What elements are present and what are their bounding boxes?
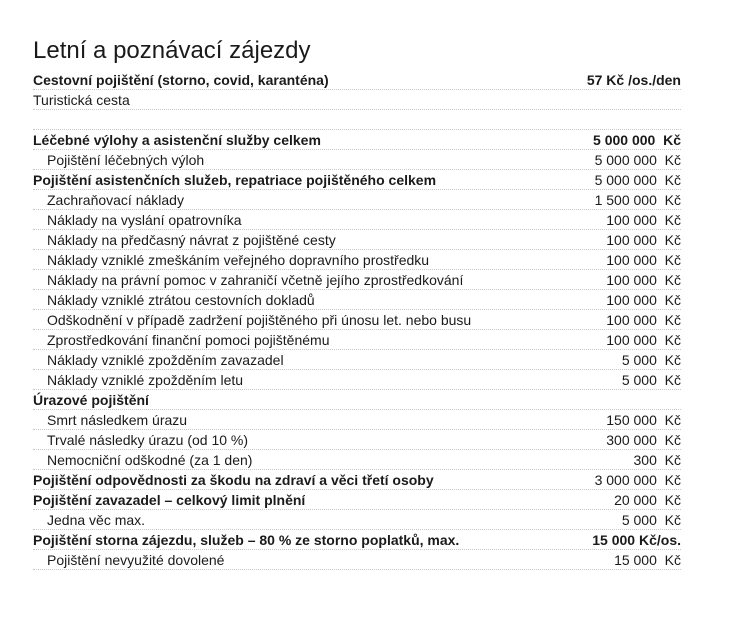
row-label: Úrazové pojištění: [33, 391, 149, 408]
table-row: [33, 410, 681, 430]
row-value: 5 000 000 Kč: [594, 151, 681, 168]
row-value: 300 000 Kč: [606, 431, 681, 448]
coverage-list: [33, 130, 681, 570]
table-row: [33, 270, 681, 290]
table-row: [33, 190, 681, 210]
table-row: [33, 390, 681, 410]
row-label: Náklady na právní pomoc v zahraničí včetně jejího zprostředkování: [47, 271, 464, 288]
subtitle: Turistická cesta: [33, 91, 130, 108]
row-label: Zachraňovací náklady: [47, 191, 184, 208]
row-label: Náklady vzniklé zpožděním letu: [47, 371, 244, 388]
spacer-row: [33, 110, 681, 130]
row-value: 15 000 Kč/os.: [592, 531, 681, 548]
row-value: 100 000 Kč: [606, 231, 681, 248]
table-row: [33, 370, 681, 390]
row-value: 5 000 Kč: [621, 371, 681, 388]
header-row-label: Cestovní pojištění (storno, covid, karanténa): [33, 71, 329, 88]
row-value: 100 000 Kč: [606, 271, 681, 288]
table-row: [33, 250, 681, 270]
row-value: 100 000 Kč: [606, 311, 681, 328]
row-label: Trvalé následky úrazu (od 10 %): [47, 431, 249, 448]
row-value: 5 000 Kč: [621, 351, 681, 368]
insurance-table: [33, 36, 681, 570]
row-label: Pojištění storna zájezdu, služeb – 80 % ze storno poplatků, max.: [33, 531, 460, 548]
table-row: [33, 150, 681, 170]
table-row: [33, 490, 681, 510]
row-value: 100 000 Kč: [606, 211, 681, 228]
row-label: Náklady vzniklé ztrátou cestovních dokladů: [47, 291, 315, 308]
row-label: Pojištění asistenčních služeb, repatriace pojištěného celkem: [33, 171, 437, 188]
page-title: Letní a poznávací zájezdy: [33, 37, 311, 64]
row-value: 15 000 Kč: [614, 551, 681, 568]
table-row: [33, 530, 681, 550]
row-label: Zprostředkování finanční pomoci pojištěnému: [47, 331, 330, 348]
row-label: Pojištění léčebných výloh: [47, 151, 205, 168]
table-row: [33, 310, 681, 330]
header-row-price: 57 Kč /os./den: [586, 71, 681, 88]
table-row: [33, 230, 681, 250]
row-label: Odškodnění v případě zadržení pojištěného při únosu let. nebo busu: [47, 311, 472, 328]
header-row: [33, 70, 681, 90]
row-value: 5 000 Kč: [621, 511, 681, 528]
row-value: 100 000 Kč: [606, 291, 681, 308]
subtitle-row: [33, 90, 681, 110]
table-row: [33, 290, 681, 310]
row-value: 20 000 Kč: [614, 491, 681, 508]
row-label: Náklady vzniklé zmeškáním veřejného dopravního prostředku: [47, 251, 430, 268]
row-value: 1 500 000 Kč: [594, 191, 681, 208]
row-value: 5 000 000 Kč: [593, 131, 681, 148]
row-label: Pojištění nevyužité dovolené: [47, 551, 225, 568]
table-row: [33, 330, 681, 350]
table-row: [33, 430, 681, 450]
row-label: Léčebné výlohy a asistenční služby celkem: [33, 131, 321, 148]
row-label: Náklady na předčasný návrat z pojištěné cesty: [47, 231, 336, 248]
row-value: 150 000 Kč: [606, 411, 681, 428]
row-value: 100 000 Kč: [606, 251, 681, 268]
row-label: Nemocniční odškodné (za 1 den): [47, 451, 253, 468]
table-row: [33, 510, 681, 530]
table-row: [33, 130, 681, 150]
row-value: 100 000 Kč: [606, 331, 681, 348]
row-value: 3 000 000 Kč: [594, 471, 681, 488]
row-label: Pojištění odpovědnosti za škodu na zdraví a věci třetí osoby: [33, 471, 434, 488]
table-row: [33, 350, 681, 370]
row-value: 5 000 000 Kč: [594, 171, 681, 188]
table-row: [33, 550, 681, 570]
row-label: Pojištění zavazadel – celkový limit plnění: [33, 491, 306, 508]
row-label: Smrt následkem úrazu: [47, 411, 188, 428]
table-row: [33, 210, 681, 230]
row-value: 300 Kč: [633, 451, 681, 468]
row-label: Náklady na vyslání opatrovníka: [47, 211, 242, 228]
table-row: [33, 450, 681, 470]
row-label: Jedna věc max.: [47, 511, 146, 528]
table-row: [33, 470, 681, 490]
table-row: [33, 170, 681, 190]
row-label: Náklady vzniklé zpožděním zavazadel: [47, 351, 284, 368]
